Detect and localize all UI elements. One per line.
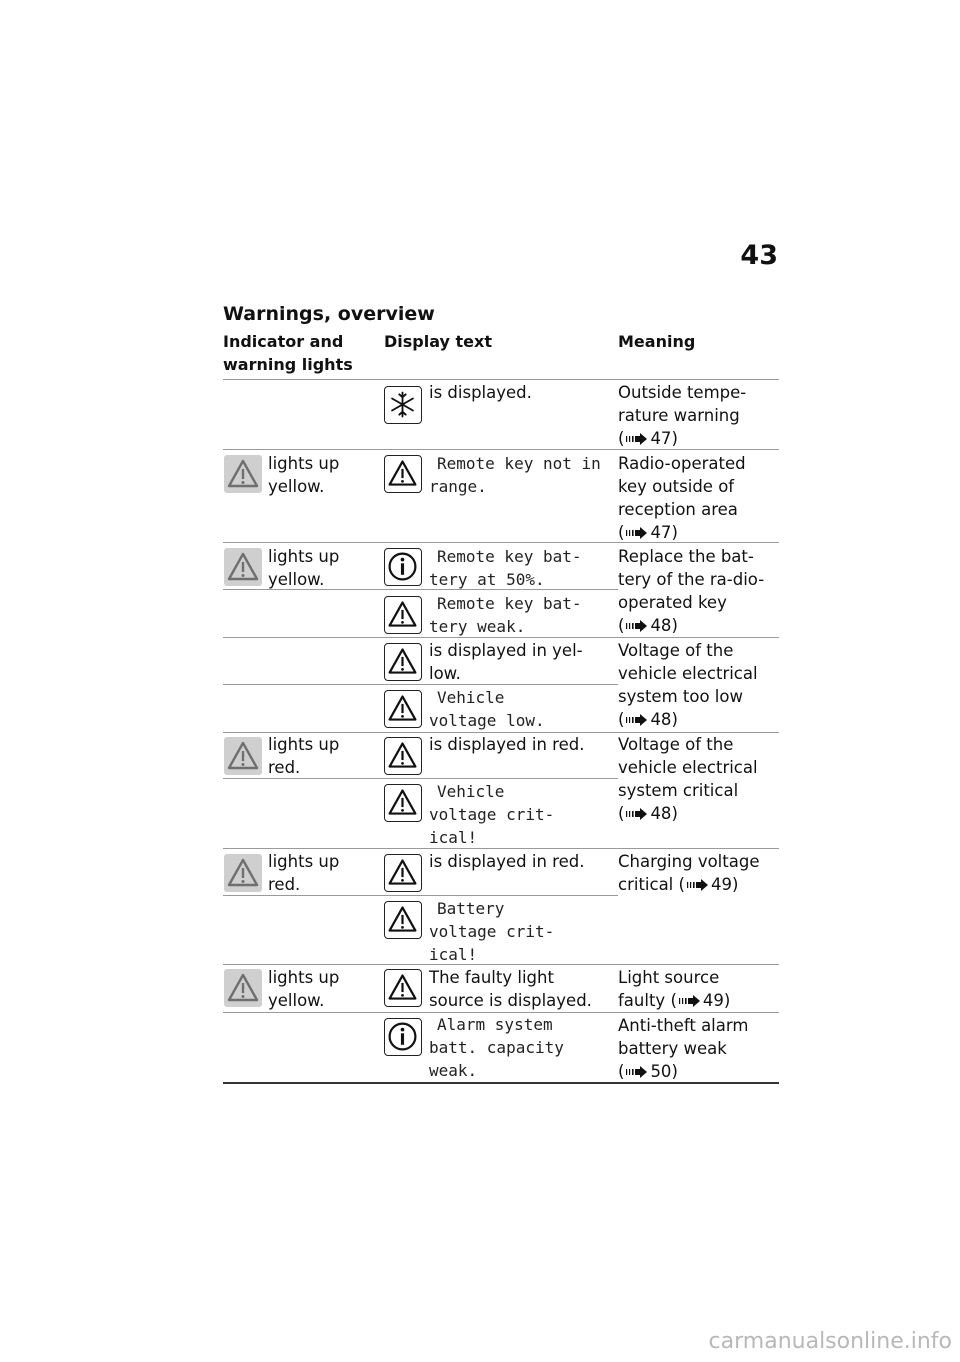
page-reference[interactable]: ( 50) (618, 1062, 678, 1081)
general-warning-icon (224, 455, 262, 493)
display-text: is displayed in red. (429, 852, 585, 871)
indicator-text: lights up yellow. (268, 454, 340, 496)
page-reference-number: 48 (650, 710, 672, 729)
column-header-display: Display text (384, 332, 492, 351)
warning-triangle-icon (384, 901, 422, 939)
table-header (223, 330, 779, 378)
display-text: is displayed in yel-low. (429, 641, 583, 683)
info-icon (384, 1018, 422, 1056)
meaning-text: Light source faulty (618, 968, 720, 1010)
general-warning-icon (224, 548, 262, 586)
rule (223, 379, 779, 380)
arrow-right-icon (626, 527, 648, 539)
page-reference[interactable]: ( 47) (618, 523, 678, 542)
display-text: Vehicle voltage crit-ical! (429, 782, 555, 847)
page-reference-number: 48 (650, 616, 672, 635)
arrow-right-icon (679, 995, 701, 1007)
meaning-text: Charging voltage critical (618, 852, 760, 894)
info-icon (384, 548, 422, 586)
meaning-text: Voltage of the vehicle electrical system too low (618, 641, 758, 706)
display-text: The faulty light source is displayed. (429, 968, 592, 1010)
meaning-cell (618, 545, 768, 637)
page-reference-number: 47 (650, 523, 672, 542)
display-text: Battery voltage crit-ical! (429, 899, 555, 964)
column-header-indicator: Indicator and warning lights (223, 332, 353, 374)
warning-triangle-icon (384, 596, 422, 634)
page-reference-number: 49 (710, 875, 732, 894)
page-reference[interactable]: ( 47) (618, 429, 678, 448)
warning-triangle-icon (384, 737, 422, 775)
page-reference[interactable]: ( 49) (678, 875, 739, 894)
meaning-cell (618, 452, 768, 544)
warning-triangle-icon (384, 643, 422, 681)
meaning-cell (618, 1014, 768, 1083)
warning-triangle-icon (384, 854, 422, 892)
column-header-meaning: Meaning (618, 332, 696, 351)
display-text: Remote key bat-tery weak. (429, 594, 582, 636)
page-reference[interactable]: ( 49) (670, 991, 731, 1010)
page-reference-number: 47 (650, 429, 672, 448)
display-text: Vehicle voltage low. (429, 688, 545, 730)
page-reference-number: 48 (650, 804, 672, 823)
display-text: Remote key bat-tery at 50%. (429, 547, 582, 589)
page-reference[interactable]: ( 48) (618, 804, 678, 823)
general-warning-icon (224, 854, 262, 892)
general-warning-icon (224, 969, 262, 1007)
arrow-right-icon (626, 714, 648, 726)
warning-triangle-icon (384, 969, 422, 1007)
page-reference[interactable]: ( 48) (618, 710, 678, 729)
meaning-text: Anti-theft alarm battery weak (618, 1016, 749, 1058)
arrow-right-icon (626, 1066, 648, 1078)
indicator-text: lights up red. (268, 852, 340, 894)
indicator-text: lights up yellow. (268, 968, 340, 1010)
arrow-right-icon (626, 808, 648, 820)
indicator-text: lights up red. (268, 735, 340, 777)
display-text: Alarm system batt. capacity weak. (429, 1015, 564, 1080)
section-title: Warnings, overview (223, 303, 435, 325)
meaning-cell (618, 381, 768, 450)
arrow-right-icon (626, 620, 648, 632)
warning-triangle-icon (384, 784, 422, 822)
arrow-right-icon (626, 433, 648, 445)
display-text: is displayed. (429, 383, 532, 402)
meaning-text: Outside tempe-rature warning (618, 383, 747, 425)
meaning-cell (618, 733, 768, 825)
indicator-text: lights up yellow. (268, 547, 340, 589)
arrow-right-icon (687, 879, 709, 891)
display-text: Remote key not in range. (429, 454, 601, 496)
meaning-text: Radio-operated key outside of reception area (618, 454, 746, 519)
watermark: carmanualsonline.info (708, 1329, 952, 1354)
snowflake-icon (384, 386, 422, 424)
meaning-cell (618, 639, 768, 731)
display-text: is displayed in red. (429, 735, 585, 754)
meaning-text: Replace the bat-tery of the ra-dio-operated key (618, 547, 765, 612)
general-warning-icon (224, 737, 262, 775)
meaning-cell (618, 850, 773, 896)
page-reference[interactable]: ( 48) (618, 616, 678, 635)
page-reference-number: 50 (650, 1062, 672, 1081)
page-reference-number: 49 (702, 991, 724, 1010)
meaning-text: Voltage of the vehicle electrical system critical (618, 735, 758, 800)
warning-triangle-icon (384, 455, 422, 493)
page-number: 43 (740, 240, 778, 271)
warning-triangle-icon (384, 690, 422, 728)
meaning-cell (618, 966, 768, 1012)
